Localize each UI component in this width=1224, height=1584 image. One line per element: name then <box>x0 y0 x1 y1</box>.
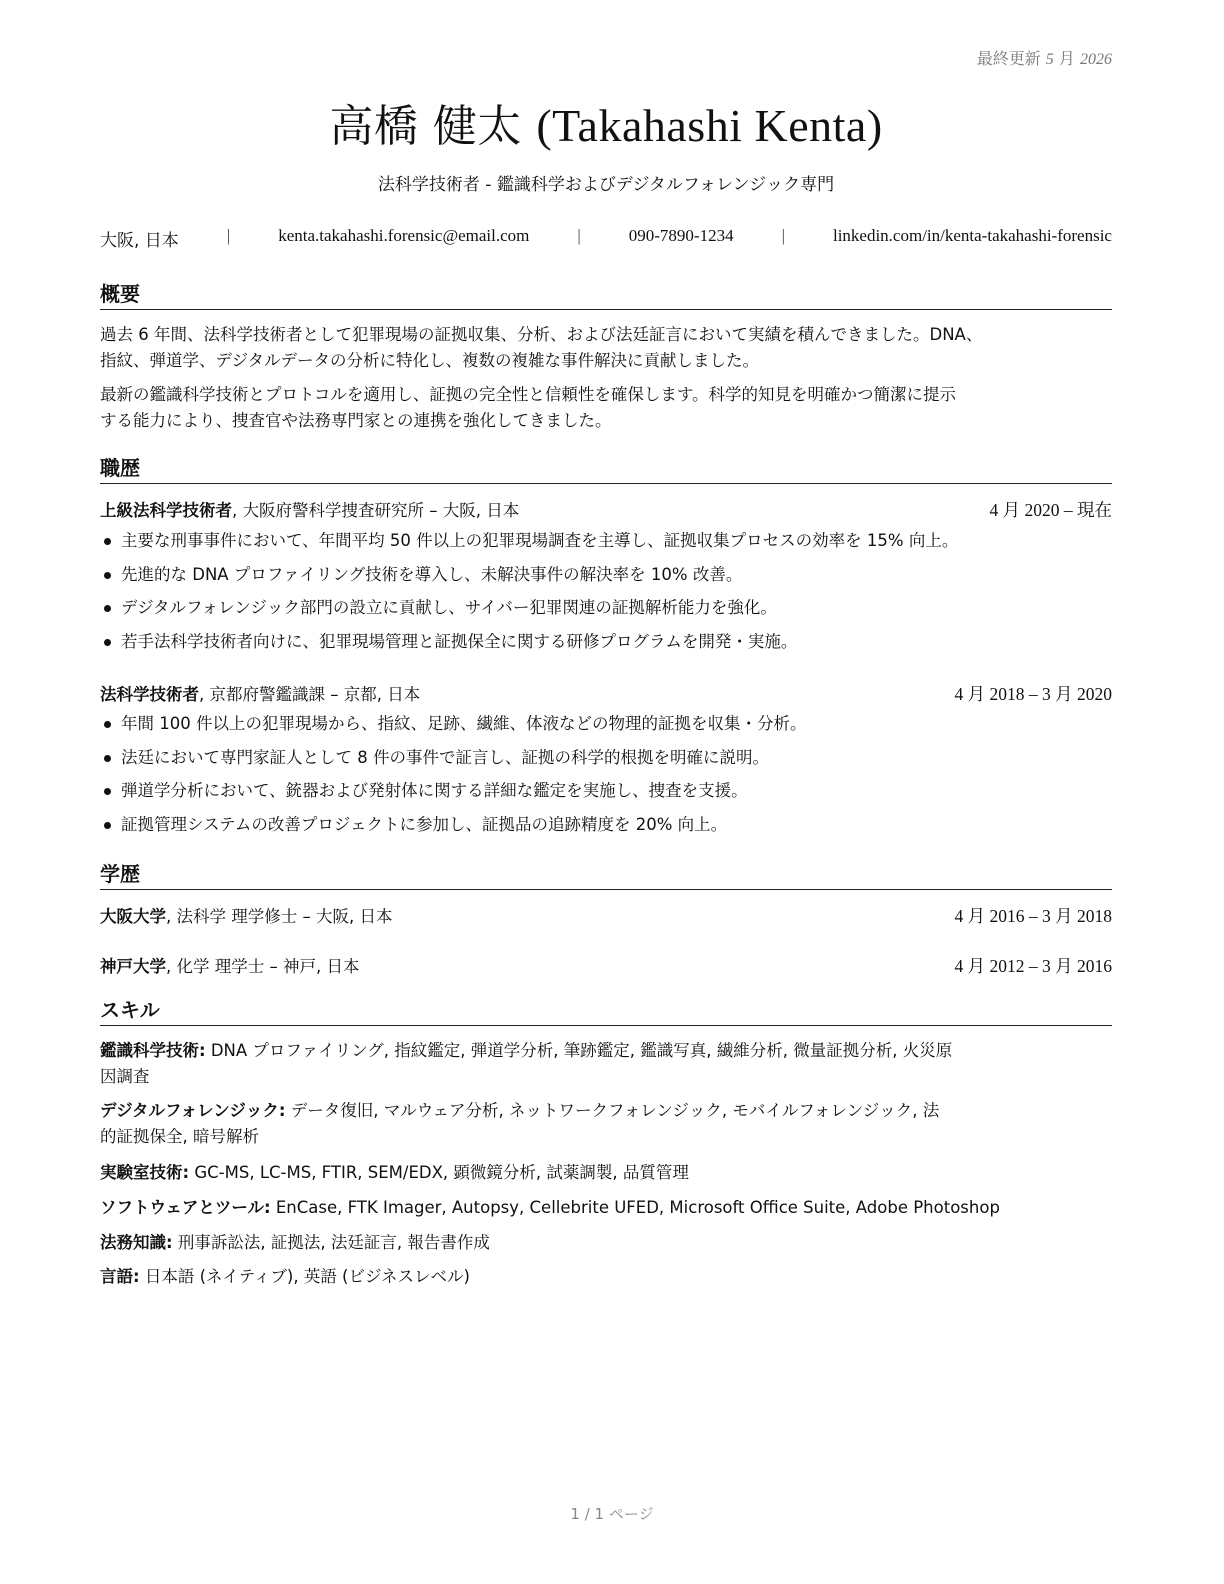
phone: 090-7890-1234 <box>628 226 734 245</box>
list-item: デジタルフォレンジック部門の設立に貢献し、サイバー犯罪関連の証拠解析能力を強化。 <box>100 597 1112 631</box>
job-date: 4 月 2020 – 現在 <box>989 500 1112 520</box>
last-updated-label: 最終更新 <box>976 49 1041 68</box>
skill-values: DNA プロファイリング, 指紋鑑定, 弾道学分析, 筆跡鑑定, 鑑識写真, 繊維分析, 微量証拠分析, 火災原 <box>205 1041 953 1060</box>
skill-values: GC-MS, LC-MS, FTIR, SEM/EDX, 顕微鏡分析, 試薬調製, 品質管理 <box>189 1163 689 1182</box>
skill-entry <box>100 1195 1112 1221</box>
page-number: 1 / 1 ページ <box>570 1505 654 1523</box>
education-entry <box>100 903 1112 928</box>
skill-entry <box>100 1160 1112 1186</box>
skill-label: 実験室技術: <box>100 1163 190 1182</box>
separator: | <box>577 226 581 245</box>
skill-entry <box>100 1098 1112 1150</box>
section-title-summary: 概要 <box>100 278 1112 310</box>
school-name: 神戸大学 <box>100 957 166 976</box>
contact-line <box>100 226 1112 251</box>
summary-line: する能力により、捜査官や法務専門家との連携を強化してきました。 <box>100 411 612 430</box>
last-updated-month-unit: 月 <box>1058 49 1075 68</box>
summary-line: 指紋、弾道学、デジタルデータの分析に特化し、複数の複雑な事件解決に貢献しました。 <box>100 351 760 370</box>
email-link[interactable]: kenta.takahashi.forensic@email.com <box>278 226 530 245</box>
job-bullets <box>100 713 1112 848</box>
name-romanized: (Takahashi Kenta) <box>536 100 883 151</box>
skill-label: デジタルフォレンジック: <box>100 1101 286 1120</box>
job-role: 上級法科学技術者 <box>100 501 232 520</box>
job-organization: , 京都府警鑑識課 – 京都, 日本 <box>199 685 421 704</box>
location: 大阪, 日本 <box>100 231 179 251</box>
education-entry <box>100 953 1112 978</box>
separator: | <box>226 226 231 245</box>
summary-line: 最新の鑑識科学技術とプロトコルを適用し、証拠の完全性と信頼性を確保します。科学的知見を明確かつ簡潔に提示 <box>100 385 957 404</box>
job-heading <box>100 497 1112 522</box>
education-date: 4 月 2016 – 3 月 2018 <box>954 906 1112 926</box>
education-date: 4 月 2012 – 3 月 2016 <box>954 956 1112 976</box>
last-updated <box>977 46 1112 69</box>
section-title-skills: スキル <box>100 994 1112 1026</box>
last-updated-month: 5 <box>1045 51 1054 68</box>
degree-detail: , 法科学 理学修士 – 大阪, 日本 <box>166 907 393 926</box>
candidate-name <box>100 90 1112 154</box>
degree-detail: , 化学 理学士 – 神戸, 日本 <box>166 957 360 976</box>
skill-entry <box>100 1230 1112 1256</box>
skill-entry <box>100 1038 1112 1090</box>
job-bullets <box>100 530 1112 665</box>
job-role: 法科学技術者 <box>100 685 199 704</box>
tagline: 法科学技術者 - 鑑識科学およびデジタルフォレンジック専門 <box>377 175 835 195</box>
skill-values: 刑事訴訟法, 証拠法, 法廷証言, 報告書作成 <box>172 1233 490 1252</box>
school-name: 大阪大学 <box>100 907 166 926</box>
job-date: 4 月 2018 – 3 月 2020 <box>954 684 1112 704</box>
list-item: 主要な刑事事件において、年間平均 50 件以上の犯罪現場調査を主導し、証拠収集プロセスの効率を 15% 向上。 <box>100 530 1112 564</box>
skill-label: 法務知識: <box>100 1233 173 1252</box>
skill-values: 日本語 (ネイティブ), 英語 (ビジネスレベル) <box>139 1267 470 1286</box>
list-item: 証拠管理システムの改善プロジェクトに参加し、証拠品の追跡精度を 20% 向上。 <box>100 814 1112 848</box>
skill-values: データ復旧, マルウェア分析, ネットワークフォレンジック, モバイルフォレンジック, 法 <box>285 1101 940 1120</box>
list-item: 年間 100 件以上の犯罪現場から、指紋、足跡、繊維、体液などの物理的証拠を収集・分析。 <box>100 713 1112 747</box>
job-organization: , 大阪府警科学捜査研究所 – 大阪, 日本 <box>232 501 520 520</box>
list-item: 弾道学分析において、銃器および発射体に関する詳細な鑑定を実施し、捜査を支援。 <box>100 780 1112 814</box>
summary-line: 過去 6 年間、法科学技術者として犯罪現場の証拠収集、分析、および法廷証言において実績を積んできました。DNA、 <box>100 325 983 344</box>
section-title-education: 学歴 <box>100 858 1112 890</box>
section-title-experience: 職歴 <box>100 452 1112 484</box>
skill-label: 言語: <box>100 1267 140 1286</box>
skill-values-continued: 的証拠保全, 暗号解析 <box>100 1127 259 1146</box>
summary-paragraph-2 <box>100 382 1112 434</box>
skill-entry <box>100 1264 1112 1290</box>
skill-label: ソフトウェアとツール: <box>100 1198 271 1217</box>
skill-values-continued: 因調査 <box>100 1067 150 1086</box>
job-heading <box>100 681 1112 706</box>
separator: | <box>781 226 785 245</box>
list-item: 先進的な DNA プロファイリング技術を導入し、未解決事件の解決率を 10% 改善。 <box>100 564 1112 598</box>
linkedin-link[interactable]: linkedin.com/in/kenta-takahashi-forensic <box>832 226 1112 245</box>
skill-label: 鑑識科学技術: <box>100 1041 206 1060</box>
list-item: 若手法科学技術者向けに、犯罪現場管理と証拠保全に関する研修プログラムを開発・実施。 <box>100 631 1112 665</box>
list-item: 法廷において専門家証人として 8 件の事件で証言し、証拠の科学的根拠を明確に説明。 <box>100 747 1112 781</box>
skill-values: EnCase, FTK Imager, Autopsy, Cellebrite UFED, Microsoft Office Suite, Adobe Photoshop <box>270 1198 1000 1217</box>
summary-paragraph-1 <box>100 322 1112 374</box>
name-japanese: 高橋 健太 <box>329 101 522 152</box>
last-updated-year: 2026 <box>1080 51 1112 68</box>
